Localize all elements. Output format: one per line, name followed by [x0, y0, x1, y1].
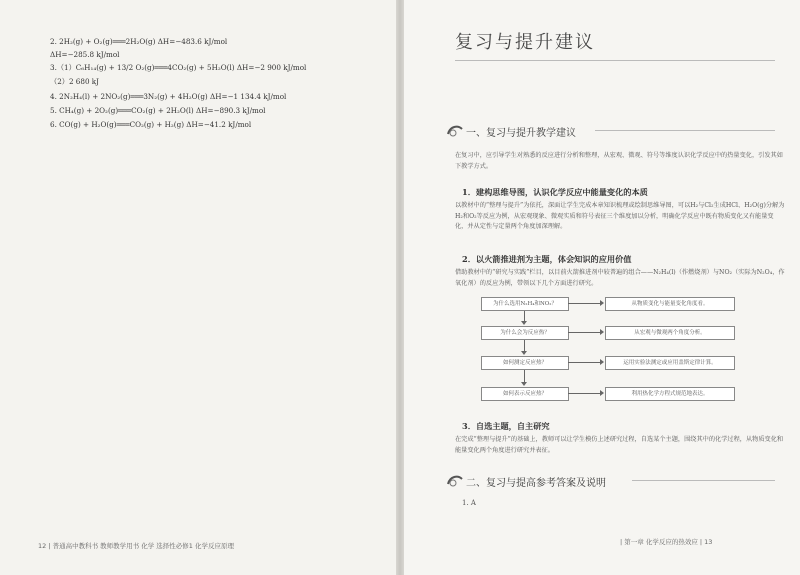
section-heading-1: 一、复习与提升教学建议 — [466, 128, 576, 139]
flow-question-box: 为什么选用N₂H₄和NO₂？ — [481, 297, 569, 311]
equation-line: ΔH=−285.8 kJ/mol — [50, 50, 120, 59]
flow-arrow — [524, 370, 525, 382]
subheading-2: 2．以火箭推进剂为主题，体会知识的应用价值 — [462, 254, 632, 264]
equation-line: 5. CH₄(g) + 2O₂(g)═══CO₂(g) + 2H₂O(l) ΔH=−890.3 kJ/mol — [50, 106, 266, 115]
intro-paragraph: 在复习中，应引导学生对熟悉的反应进行分析和整理，从宏观、微观、符号等维度认识化学反应中的热量变化，引发其如下教学方式。 — [455, 152, 783, 170]
book-gutter — [396, 0, 404, 575]
paragraph-1: 以教材中的“整理与提升”为依托，深面让学生完成本章知识梳理或绘制思维导图，可以H₂与Cl₂生成HCl、H₂O(g)分解为H₂和O₂等反应为例，从宏观现象、微观实质和符号表征三个维度加以分析，明确化学反应中既有物质变化又有能量变化，并从定性与定量两个角度加深理解。 — [455, 202, 785, 230]
flow-question-box: 为什么会为反应热？ — [481, 326, 569, 340]
paragraph-3: 在完成“整理与提升”的基础上，教师可以让学生模仿上述研究过程，自选某个主题，围绕其中的化学过程，从物质变化和能量变化两个角度进行研究并表征。 — [455, 436, 784, 454]
flow-arrowhead — [521, 321, 527, 325]
section-rule — [632, 480, 775, 481]
equation-line: （2）2 680 kJ — [50, 77, 100, 86]
title-rule — [455, 60, 775, 61]
flow-answer-box: 利用热化学方程式规范地表达。 — [605, 387, 735, 401]
equation-line: 2. 2H₂(g) + O₂(g)═══2H₂O(g) ΔH=−483.6 kJ/mol — [50, 37, 228, 46]
flow-answer-box: 运用实验法测定或应用盖斯定律计算。 — [605, 356, 735, 370]
flow-arrowhead — [600, 359, 604, 365]
answer-item: 1. A — [462, 499, 476, 507]
section-swirl-icon — [446, 124, 464, 138]
flow-arrowhead — [521, 382, 527, 386]
flow-arrow — [568, 362, 600, 363]
equation-line: 3.（1）C₆H₁₄(g) + 13/2 O₂(g)═══4CO₂(g) + 5H₂O(l) ΔH=−2 900 kJ/mol — [50, 63, 307, 72]
flow-arrow — [568, 332, 600, 333]
section-swirl-icon — [446, 474, 464, 488]
section-rule — [595, 130, 775, 131]
flow-arrow — [568, 393, 600, 394]
flow-arrowhead — [521, 351, 527, 355]
left-footer: 12 | 普通高中教科书 教师教学用书 化学 选择性必修1 化学反应原理 — [38, 542, 234, 550]
subheading-1: 1．建构思维导图，认识化学反应中能量变化的本质 — [462, 187, 648, 197]
left-page — [0, 0, 398, 575]
flow-question-box: 如何测定反应热？ — [481, 356, 569, 370]
flow-arrow — [524, 340, 525, 351]
section-heading-2: 二、复习与提高参考答案及说明 — [466, 478, 606, 489]
subheading-3: 3．自选主题，自主研究 — [462, 421, 550, 431]
right-footer: | 第一章 化学反应的热效应 | 13 — [620, 538, 713, 546]
page-title: 复习与提升建议 — [455, 32, 595, 53]
flow-arrow — [568, 303, 600, 304]
flow-arrow — [524, 311, 525, 321]
flow-answer-box: 从宏观与微观两个角度分析。 — [605, 326, 735, 340]
flow-arrowhead — [600, 329, 604, 335]
equation-line: 4. 2N₂H₄(l) + 2NO₂(g)═══3N₂(g) + 4H₂O(g) ΔH=−1 134.4 kJ/mol — [50, 92, 287, 101]
flow-arrowhead — [600, 390, 604, 396]
paragraph-2: 借助教材中的“研究与实践”栏目，以目前火箭推进剂中较普遍的组合——N₂H₄(l)（作燃烧剂）与NO₂（实际为N₂O₄，作氧化剂）的反应为例，带领以下几个方面进行研究。 — [455, 269, 785, 287]
equation-line: 6. CO(g) + H₂O(g)═══CO₂(g) + H₂(g) ΔH=−41.2 kJ/mol — [50, 120, 252, 129]
flow-arrowhead — [600, 300, 604, 306]
flow-answer-box: 从物质变化与能量变化角度看。 — [605, 297, 735, 311]
flow-question-box: 如何表示反应热？ — [481, 387, 569, 401]
